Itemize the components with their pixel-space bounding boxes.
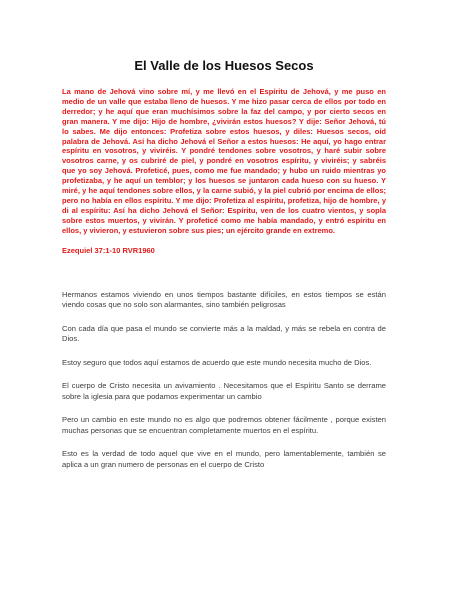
page-title: El Valle de los Huesos Secos <box>134 58 314 73</box>
body-paragraph: Hermanos estamos viviendo en unos tiempos bastante difíciles, en estos tiempos se están viendo cosas que no solo son alarmantes, sino también peligrosas <box>62 289 386 310</box>
body-paragraph: Con cada día que pasa el mundo se convierte más a la maldad, y más se rebela en contra de Dios. <box>62 323 386 344</box>
scripture-reference: Ezequiel 37:1-10 RVR1960 <box>62 245 155 255</box>
body-paragraph: Esto es la verdad de todo aquel que vive en el mundo, pero lamentablemente, también se aplica a un gran numero de personas en el cuerpo de Cristo <box>62 449 386 469</box>
sermon-body <box>62 290 386 471</box>
body-paragraph: Estoy seguro que todos aquí estamos de acuerdo que este mundo necesita mucho de Dios. <box>62 357 372 367</box>
body-paragraph: Pero un cambio en este mundo no es algo que podremos obtener fácilmente , porque existen muchas personas que se encuentran completamente muertos en el espíritu. <box>62 415 386 435</box>
body-paragraph: El cuerpo de Cristo necesita un avivamiento . Necesitamos que el Espíritu Santo se derrame sobre la iglesia para que podamos experimentar un cambio <box>62 381 386 401</box>
scripture-passage: La mano de Jehová vino sobre mí, y me llevó en el Espíritu de Jehová, y me puso en medio de un valle que estaba lleno de huesos. Y me hizo pasar cerca de ellos por todo en derredor; y he aquí que eran muchísimos sobre la faz del campo, y por cierto secos en gran manera. Y me dijo: Hijo de hombre, ¿vivirán estos huesos? Y dije: Señor Jehová, tú lo sabes. Me dijo entonces: Profetiza sobre estos huesos, y diles: Huesos secos, oíd palabra de Jehová. Así ha dicho Jehová el Señor a estos huesos: He aquí, yo hago entrar espíritu en vosotros, y viviréis. Y pondré tendones sobre vosotros, y haré subir sobre vosotros carne, y os cubriré de piel, y pondré en vosotros espíritu, y viviréis; y sabréis que yo soy Jehová. Profeticé, pues, como me fue mandado; y hubo un ruido mientras yo profetizaba, y he aquí un temblor; y los huesos se juntaron cada hueso con su hueso. Y miré, y he aquí tendones sobre ellos, y la carne subió, y la piel cubrió por encima de ellos; pero no había en ellos espíritu. Y me dijo: Profetiza al espíritu, profetiza, hijo de hombre, y di al espíritu: Así ha dicho Jehová el Señor: Espíritu, ven de los cuatro vientos, y sopla sobre estos muertos, y vivirán. Y profeticé como me había mandado, y entró espíritu en ellos, y vivieron, y estuvieron sobre sus pies; un ejército grande en extremo. <box>62 87 386 235</box>
